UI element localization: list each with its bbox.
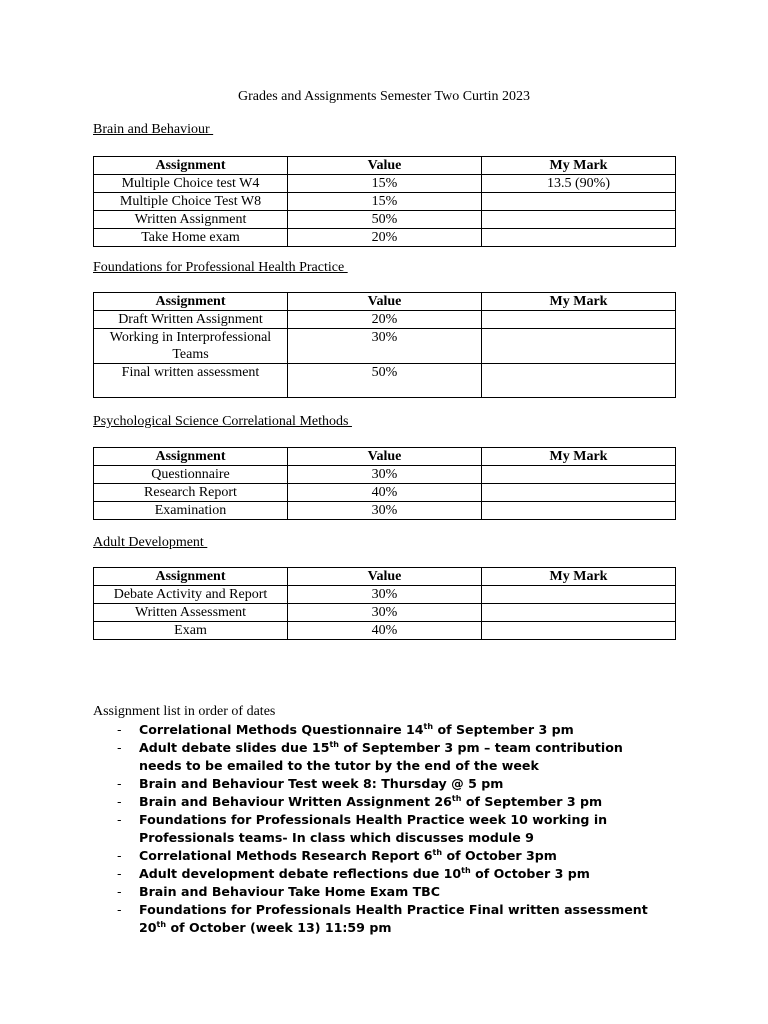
assignment-cell: Take Home exam [94,229,288,247]
grades-table [93,447,676,520]
list-item-text: Correlational Methods Questionnaire 14 [139,722,424,737]
list-item-text: Adult development debate reflections due 10 [139,866,462,881]
list-item-text: Correlational Methods Research Report 6 [139,848,433,863]
section-heading: Brain and Behaviour [93,122,214,137]
mark-cell [482,622,676,640]
list-item [93,793,659,811]
list-item-text: of September 3 pm [433,722,574,737]
table-header-row [94,157,676,175]
assignment-cell: Working in Interprofessional Teams [94,329,288,364]
table-row [94,175,676,193]
section-heading: Psychological Science Correlational Methods [93,414,352,429]
table-row [94,211,676,229]
table-row [94,329,676,364]
section-psychological-science [93,413,675,520]
value-cell: 40% [288,484,482,502]
column-header-value: Value [288,568,482,586]
value-cell: 50% [288,364,482,398]
ordinal-suffix: th [423,721,434,731]
table-row [94,622,676,640]
value-cell: 30% [288,586,482,604]
column-header-mark: My Mark [482,157,676,175]
assignment-cell: Written Assignment [94,211,288,229]
assignment-cell: Debate Activity and Report [94,586,288,604]
mark-cell [482,586,676,604]
bullet-dash: - [117,902,122,917]
mark-cell [482,329,676,364]
mark-cell [482,211,676,229]
list-item [93,721,659,739]
assignment-cell: Written Assessment [94,604,288,622]
ordinal-suffix: th [432,847,443,857]
assignment-list-heading: Assignment list in order of dates [93,704,276,719]
mark-cell [482,604,676,622]
list-item-text: Adult debate slides due 15 [139,740,330,755]
assignment-cell: Multiple Choice test W4 [94,175,288,193]
assignment-cell: Final written assessment [94,364,288,398]
bullet-dash: - [117,776,122,791]
grades-table [93,292,676,398]
table-row [94,229,676,247]
list-item-text: Foundations for Professionals Health Practice week 10 working in Professionals teams- In class which discusses module 9 [139,812,608,845]
list-item [93,865,659,883]
section-foundations-health-practice [93,259,675,398]
grades-table [93,156,676,247]
table-row [94,604,676,622]
value-cell: 30% [288,329,482,364]
assignment-date-list [93,721,693,937]
assignment-cell: Draft Written Assignment [94,311,288,329]
list-item-text: of October 3 pm [470,866,590,881]
list-item [93,901,659,937]
assignment-cell: Examination [94,502,288,520]
document-title: Grades and Assignments Semester Two Curtin 2023 [238,89,530,104]
column-header-assignment: Assignment [94,157,288,175]
table-row [94,484,676,502]
column-header-assignment: Assignment [94,448,288,466]
ordinal-suffix: th [461,865,471,875]
assignment-cell: Questionnaire [94,466,288,484]
list-item [93,775,659,793]
ordinal-suffix: th [329,739,339,749]
list-item-text: Brain and Behaviour Test week 8: Thursday @ 5 pm [139,776,504,791]
ordinal-suffix: th [451,793,462,803]
mark-cell [482,364,676,398]
bullet-dash: - [117,740,122,755]
bullet-dash: - [117,848,122,863]
value-cell: 40% [288,622,482,640]
bullet-dash: - [117,884,122,899]
mark-cell [482,502,676,520]
list-item [93,739,659,775]
value-cell: 20% [288,311,482,329]
assignment-cell: Research Report [94,484,288,502]
bullet-dash: - [117,794,122,809]
grades-table [93,567,676,640]
column-header-mark: My Mark [482,568,676,586]
table-header-row [94,448,676,466]
column-header-assignment: Assignment [94,293,288,311]
list-item [93,883,659,901]
bullet-dash: - [117,866,122,881]
value-cell: 30% [288,604,482,622]
mark-cell [482,484,676,502]
section-heading: Adult Development [93,535,208,550]
bullet-dash: - [117,722,122,737]
column-header-value: Value [288,448,482,466]
section-heading: Foundations for Professional Health Practice [93,260,348,275]
value-cell: 30% [288,502,482,520]
column-header-mark: My Mark [482,293,676,311]
table-row [94,311,676,329]
list-item-text: of October (week 13) 11:59 pm [166,920,392,935]
column-header-mark: My Mark [482,448,676,466]
list-item-text: Brain and Behaviour Take Home Exam TBC [139,884,441,899]
list-item-text: Foundations for Professionals Health Practice Final written assessment 20 [139,902,648,935]
table-header-row [94,568,676,586]
value-cell: 15% [288,193,482,211]
list-item-text: Brain and Behaviour Written Assignment 26 [139,794,452,809]
assignment-cell: Exam [94,622,288,640]
table-row [94,364,676,398]
column-header-assignment: Assignment [94,568,288,586]
mark-cell [482,193,676,211]
mark-cell [482,311,676,329]
table-header-row [94,293,676,311]
assignment-list-section [93,703,693,937]
value-cell: 50% [288,211,482,229]
column-header-value: Value [288,293,482,311]
mark-cell [482,229,676,247]
bullet-dash: - [117,812,122,827]
section-brain-and-behaviour [93,121,675,247]
list-item [93,847,659,865]
list-item-text: of September 3 pm – team contribution needs to be emailed to the tutor by the end of the week [139,740,623,773]
value-cell: 15% [288,175,482,193]
table-row [94,193,676,211]
section-adult-development [93,534,675,640]
assignment-cell: Multiple Choice Test W8 [94,193,288,211]
column-header-value: Value [288,157,482,175]
list-item [93,811,659,847]
table-row [94,466,676,484]
mark-cell: 13.5 (90%) [482,175,676,193]
list-item-text: of October 3pm [442,848,557,863]
table-row [94,586,676,604]
mark-cell [482,466,676,484]
ordinal-suffix: th [156,919,167,929]
value-cell: 30% [288,466,482,484]
value-cell: 20% [288,229,482,247]
table-row [94,502,676,520]
list-item-text: of September 3 pm [461,794,603,809]
